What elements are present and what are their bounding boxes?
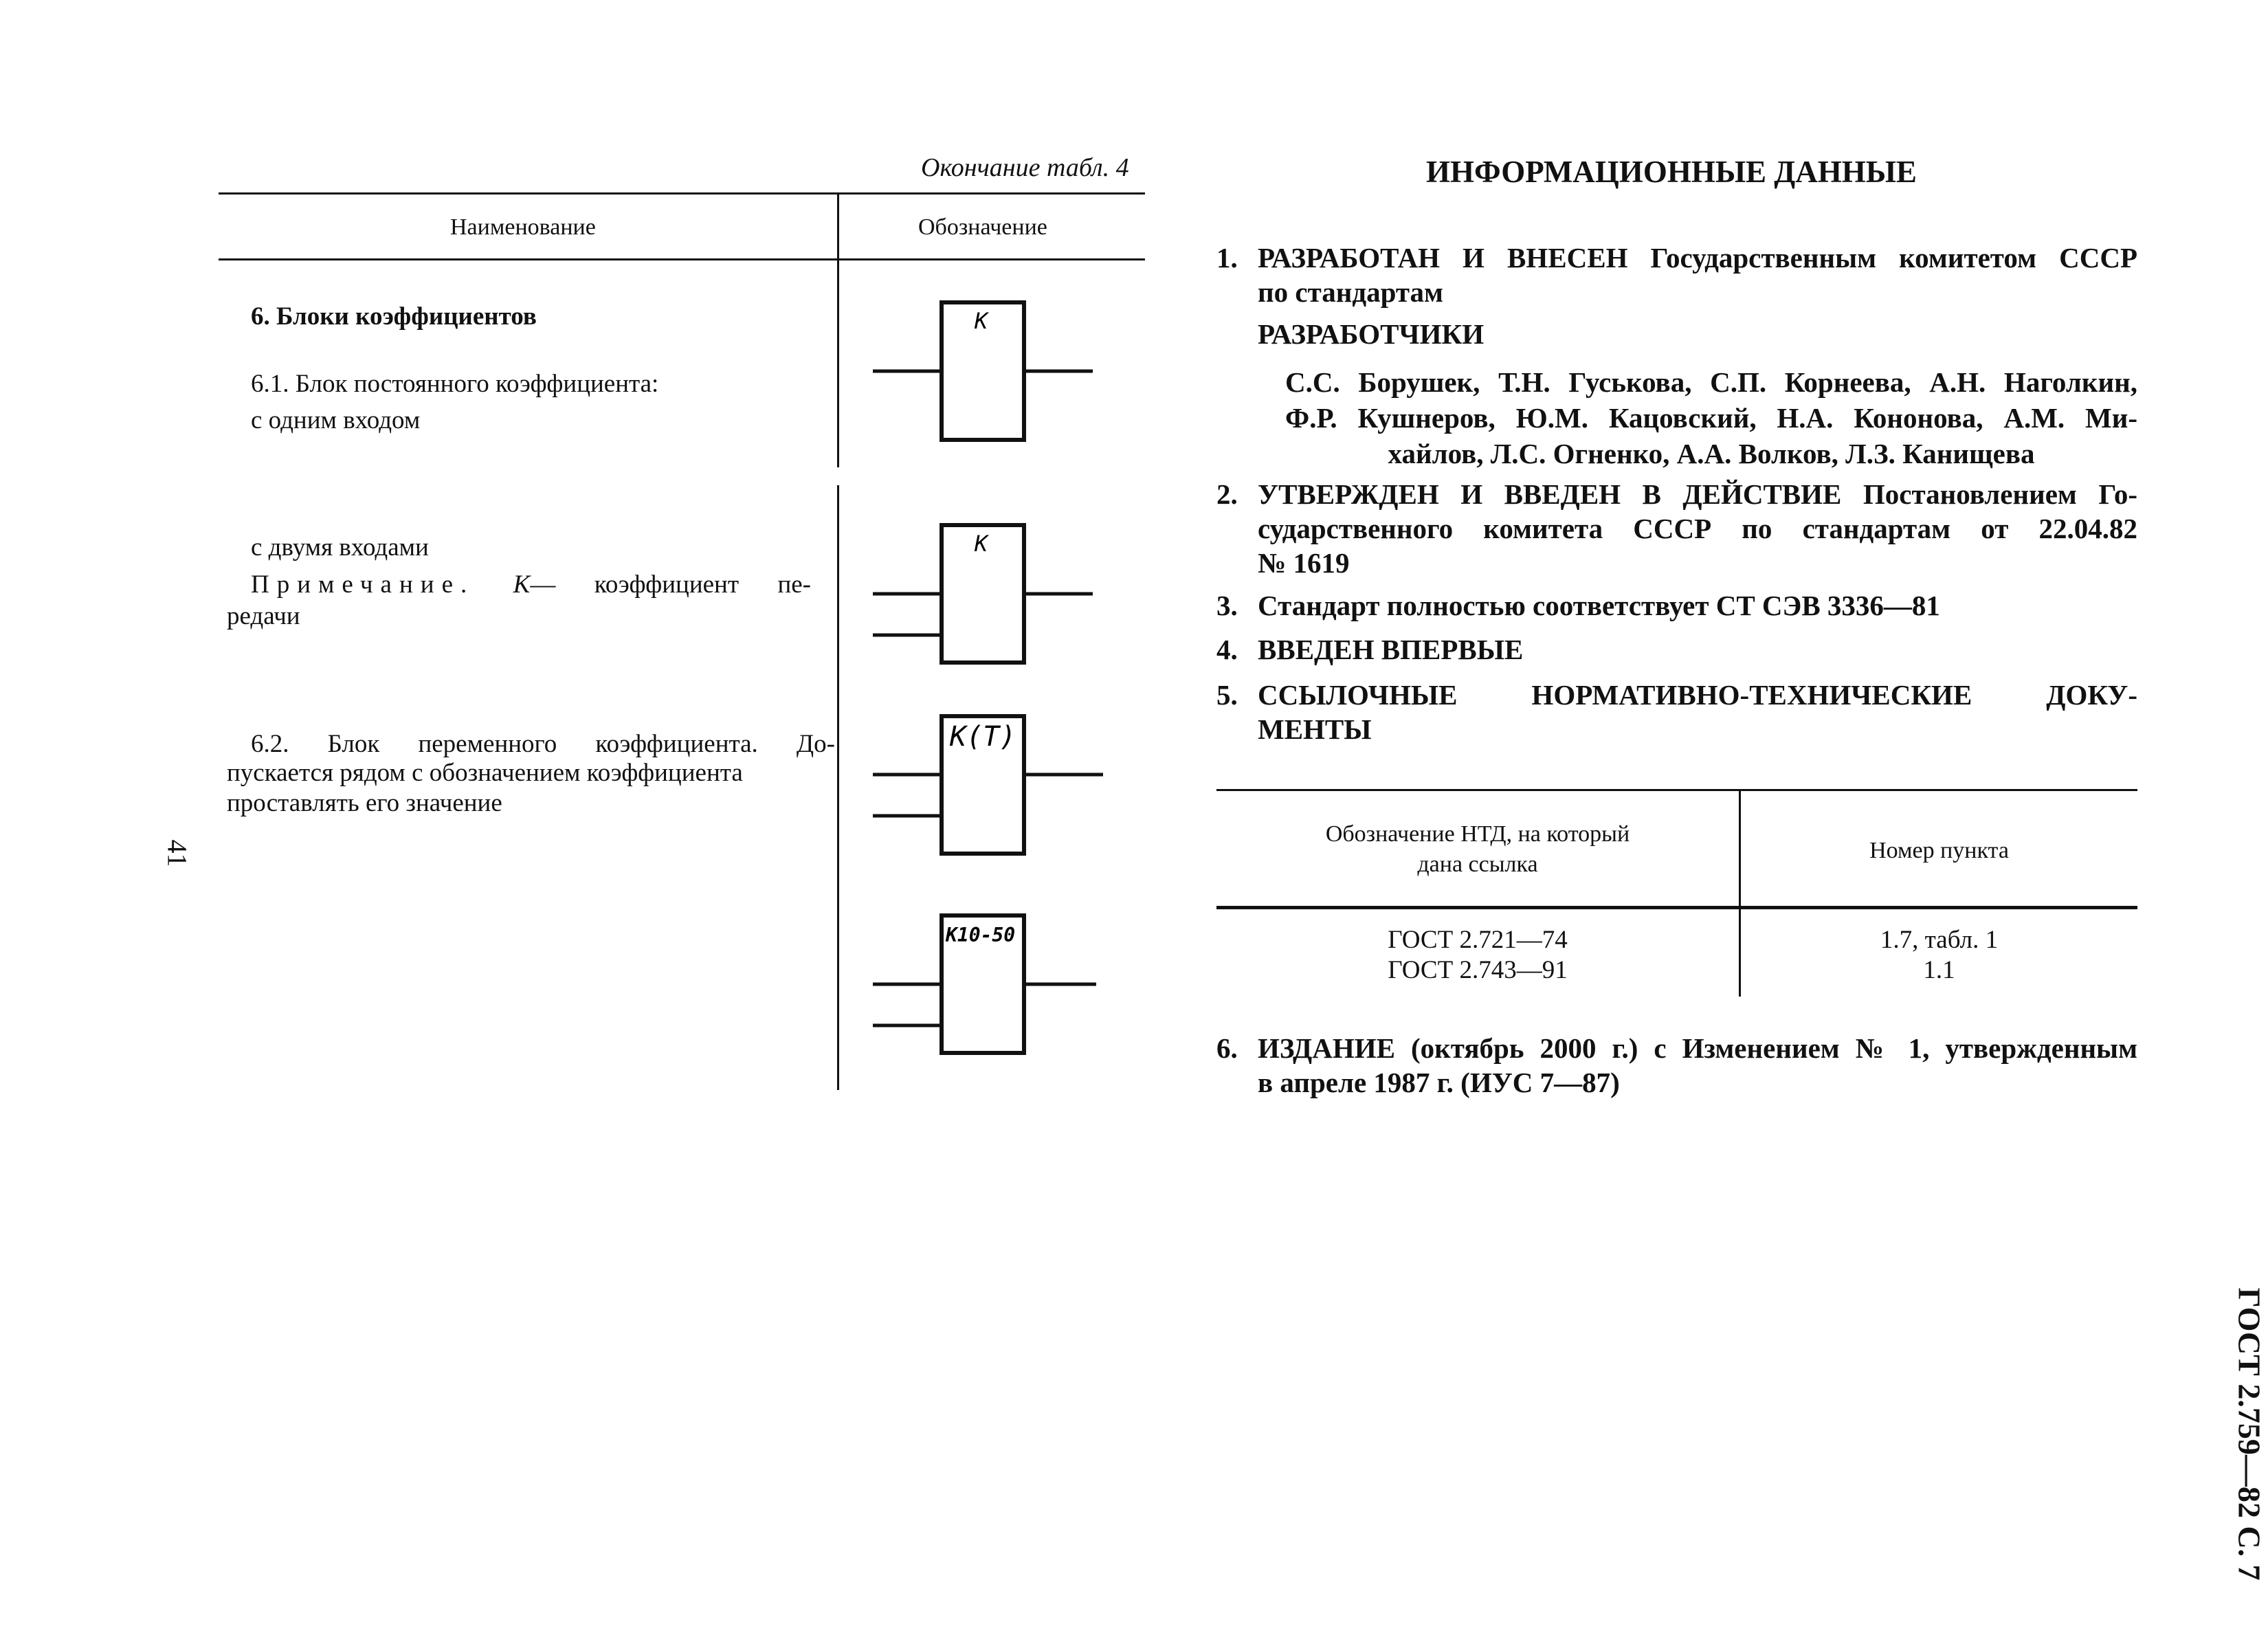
table-top-rule <box>219 192 1145 195</box>
variable-coefficient-block <box>873 715 1113 859</box>
item-number: 1. <box>1216 242 1238 274</box>
item-4-text: ВВЕДЕН ВПЕРВЫЕ <box>1258 634 1524 665</box>
item-number: 2. <box>1216 478 1238 510</box>
item-number: 3. <box>1216 590 1238 621</box>
item-6-line2: в апреле 1987 г. (ИУС 7—87) <box>1258 1067 1620 1098</box>
item-6-2-line3: проставлять его значение <box>227 789 502 817</box>
ref-table-row: ГОСТ 2.743—91 <box>1388 956 1568 984</box>
ref-table-header-point: Номер пункта <box>1869 838 2009 863</box>
ref-table-header-document-line1: Обозначение НТД, на который <box>1325 821 1630 847</box>
item-5-line2: МЕНТЫ <box>1258 713 1372 745</box>
item-6-1-line2: с одним входом <box>251 406 421 434</box>
item-6-2-line1: 6.2. Блок переменного коэффициента. До- <box>251 730 835 758</box>
item-6 <box>1216 1031 2137 1100</box>
ref-table-row: 1.7, табл. 1 <box>1880 926 1999 954</box>
developers-list <box>1285 364 2137 471</box>
developers-line2: Ф.Р. Кушнеров, Ю.М. Кацовский, Н.А. Кононова, А.М. Ми- <box>1285 402 2137 434</box>
block-label: K <box>975 531 988 557</box>
table-header-rule <box>219 258 1145 260</box>
item-6-line1: ИЗДАНИЕ (октябрь 2000 г.) с Изменением № 1, утвержденным <box>1258 1032 2137 1064</box>
column-header-name: Наименование <box>450 214 596 240</box>
table-column-divider <box>837 485 839 1090</box>
item-1-line1: РАЗРАБОТАН И ВНЕСЕН Государственным комитетом СССР <box>1258 242 2137 274</box>
ref-table-top-rule <box>1216 789 2137 791</box>
developers-line1: С.С. Борушек, Т.Н. Гуськова, С.П. Корнеева, А.Н. Наголкин, <box>1285 366 2137 398</box>
item-3 <box>1216 588 2137 623</box>
item-2-line2: сударственного комитета СССР по стандартам от 22.04.82 <box>1258 513 2137 544</box>
item-4 <box>1216 632 2137 667</box>
block-label: K10-50 <box>946 924 1016 946</box>
item-3-text: Стандарт полностью соответствует СТ СЭВ 3336—81 <box>1258 590 1940 621</box>
block-label: K <box>975 308 988 334</box>
ref-table-header-document-line2: дана ссылка <box>1417 852 1538 877</box>
table-caption: Окончание табл. 4 <box>921 153 1129 182</box>
note-line1 <box>251 568 811 602</box>
block-label: K(T) <box>950 721 1016 753</box>
item-5 <box>1216 678 2137 746</box>
note-label: Примечание. <box>251 570 475 599</box>
item-2-line1: УТВЕРЖДЕН И ВВЕДЕН В ДЕЙСТВИЕ Постановлением Го- <box>1258 478 2137 510</box>
table-column-divider <box>837 192 839 467</box>
ref-table-row: 1.1 <box>1923 956 1955 984</box>
item-5-line1: ССЫЛОЧНЫЕ НОРМАТИВНО-ТЕХНИЧЕСКИЕ ДОКУ- <box>1258 679 2137 711</box>
info-title: ИНФОРМАЦИОННЫЕ ДАННЫЕ <box>1426 155 1917 189</box>
coefficient-block-two-inputs <box>873 524 1100 668</box>
item-2-line3: № 1619 <box>1258 547 1350 579</box>
item-1 <box>1216 241 2137 309</box>
item-6-1-line1: 6.1. Блок постоянного коэффициента: <box>251 370 659 398</box>
ref-table-header-document <box>1216 819 1739 880</box>
note-text: — коэффициент пе- <box>530 570 811 599</box>
developers-line3: хайлов, Л.С. Огненко, А.А. Волков, Л.З. Канищева <box>1388 438 2035 469</box>
item-number: 4. <box>1216 634 1238 665</box>
item-6-2-line2: пускается рядом с обозначением коэффициента <box>227 759 743 787</box>
column-header-symbol: Обозначение <box>918 214 1047 240</box>
item-2 <box>1216 477 2137 580</box>
item-number: 6. <box>1216 1032 1238 1064</box>
item-number: 5. <box>1216 679 1238 711</box>
note-line2: редачи <box>227 602 300 630</box>
item-1-line2: по стандартам <box>1258 276 1443 308</box>
note-symbol-k: K <box>513 570 531 599</box>
ref-table-header-rule <box>1216 906 2137 909</box>
coefficient-block-one-input <box>873 301 1100 445</box>
section-title: 6. Блоки коэффициентов <box>251 302 537 331</box>
standard-code: ГОСТ 2.759—82 С. 7 <box>2232 1287 2267 1581</box>
page-number: 41 <box>162 839 193 867</box>
item-two-inputs: с двумя входами <box>251 533 429 562</box>
variable-coefficient-block-range <box>873 914 1107 1058</box>
developers-heading: РАЗРАБОТЧИКИ <box>1258 318 1485 350</box>
ref-table-row: ГОСТ 2.721—74 <box>1388 926 1568 954</box>
